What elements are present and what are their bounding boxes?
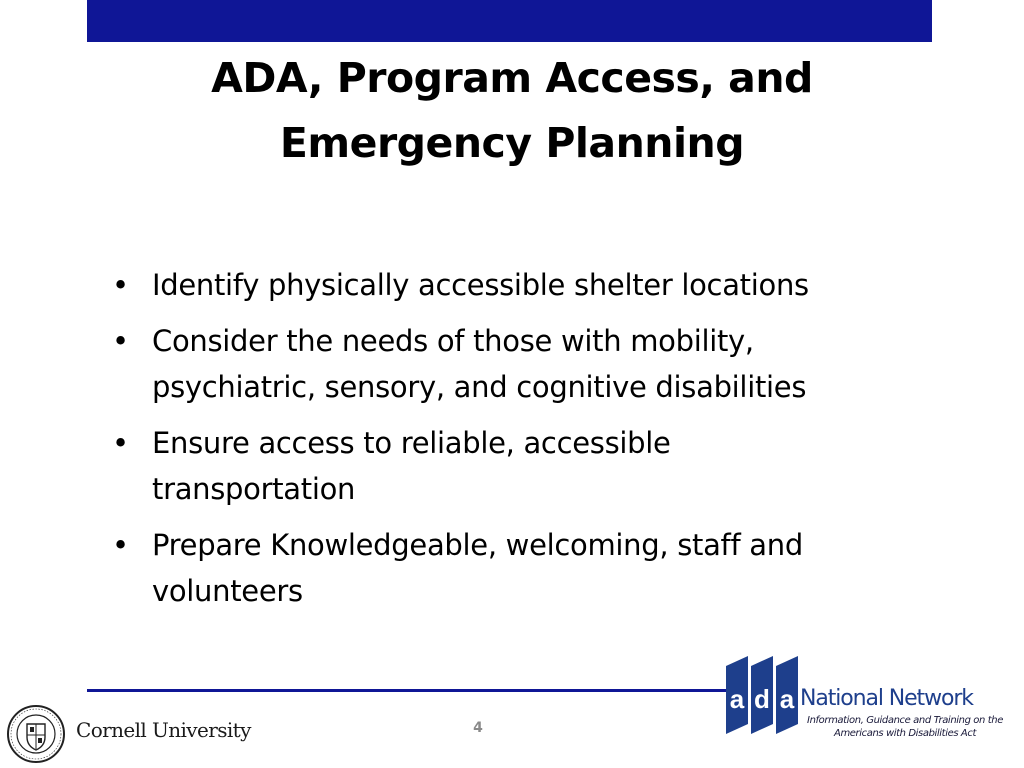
bullet-list bbox=[112, 262, 892, 624]
bullet-item bbox=[112, 318, 892, 410]
bullet-item-text: Prepare Knowledgeable, welcoming, staff and bbox=[152, 528, 803, 562]
bullet-item bbox=[112, 262, 892, 308]
cornell-university-wordmark: Cornell University bbox=[76, 718, 251, 742]
bullet-icon: • bbox=[112, 426, 129, 460]
slide-title-line-1: ADA, Program Access, and bbox=[211, 54, 813, 102]
bullet-item-text: Identify physically accessible shelter locations bbox=[152, 268, 809, 302]
ada-network-title: National Network bbox=[800, 686, 973, 711]
ada-logo-icon bbox=[722, 656, 802, 734]
top-accent-bar bbox=[87, 0, 932, 42]
bullet-icon: • bbox=[112, 268, 129, 302]
ada-national-network-brand bbox=[800, 684, 1010, 740]
svg-text:d: d bbox=[754, 684, 770, 714]
svg-text:a: a bbox=[779, 684, 795, 714]
bullet-item bbox=[112, 420, 892, 512]
bullet-icon: • bbox=[112, 324, 129, 358]
cornell-seal-icon bbox=[6, 704, 66, 764]
slide-title bbox=[150, 46, 874, 176]
slide-title-line-2: Emergency Planning bbox=[279, 119, 745, 167]
bullet-icon: • bbox=[112, 528, 129, 562]
page-number: 4 bbox=[473, 720, 483, 736]
ada-tagline-line-2: Americans with Disabilities Act bbox=[834, 728, 976, 739]
bullet-item bbox=[112, 522, 892, 614]
bullet-item-text: Consider the needs of those with mobility, bbox=[152, 324, 754, 358]
bullet-item-text: transportation bbox=[152, 472, 356, 506]
bullet-item-text: volunteers bbox=[152, 574, 303, 608]
bullet-item-text: psychiatric, sensory, and cognitive disabilities bbox=[152, 370, 807, 404]
bullet-item-text: Ensure access to reliable, accessible bbox=[152, 426, 671, 460]
footer-divider bbox=[87, 689, 737, 692]
svg-text:a: a bbox=[729, 684, 745, 714]
ada-tagline-line-1: Information, Guidance and Training on the bbox=[807, 715, 1003, 726]
